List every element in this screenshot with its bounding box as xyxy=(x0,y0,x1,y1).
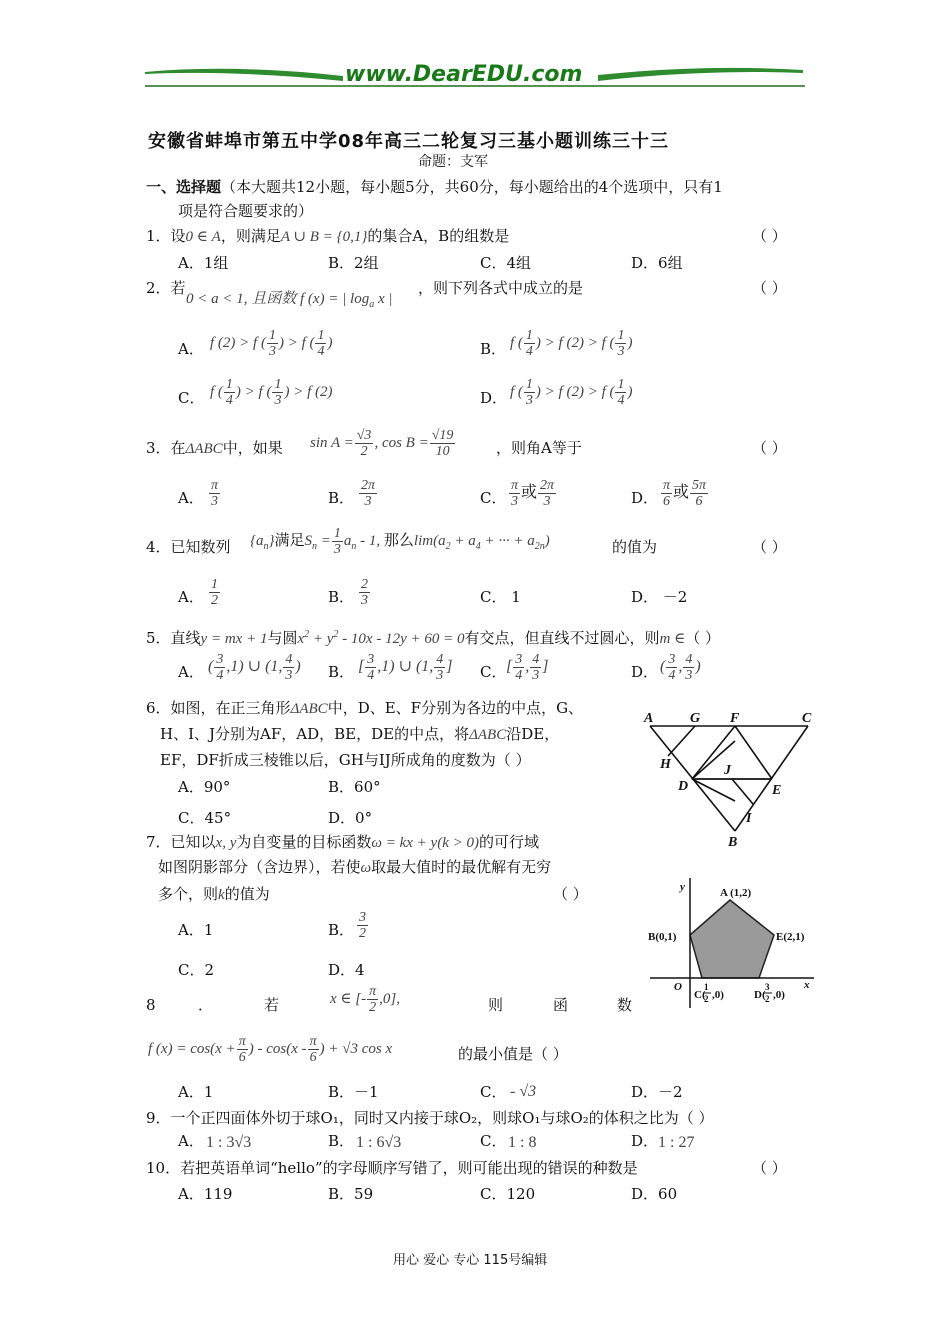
fig-label: A xyxy=(644,711,654,726)
q5-math: $x^2 + y^2 - 10x - 12y + 60 = 0$ xyxy=(297,629,465,647)
q2-option-d-math: f ( $\frac{1}{3}$ ) > f (2) > f ( $\frac{1}{4}$ ) xyxy=(510,377,633,408)
q7-text: 多个，则 xyxy=(158,885,219,903)
q1-math: A ∪ B = {0,1} xyxy=(280,229,368,245)
q9-option-label[interactable]: C． xyxy=(480,1132,507,1150)
q3-option-c-math: $\frac{\pi}{3}$ 或 $\frac{2\pi}{3}$ xyxy=(511,478,555,509)
fig-label: y xyxy=(680,881,685,893)
q4-text: 满足 xyxy=(274,532,305,549)
q9-option-value: 1 : 8 xyxy=(508,1134,537,1151)
answer-paren: （ ） xyxy=(553,885,588,903)
fig-label: O xyxy=(674,981,682,993)
q3-or: 或 xyxy=(521,484,538,502)
fig-label: C xyxy=(802,711,812,726)
question-4 xyxy=(146,537,231,557)
answer-paren: （ ） xyxy=(752,538,787,556)
fig-label: E xyxy=(772,783,782,798)
question-10: 10．若把英语单词“hello”的字母顺序写错了，则可能出现的错误的种数是 xyxy=(146,1159,638,1177)
fig-label: I xyxy=(746,811,752,826)
fig-label: D xyxy=(678,779,689,794)
question-6-line1 xyxy=(146,698,583,719)
q5-option-a-math: ( $\frac{3}{4}$ ,1) ∪ (1, $\frac{4}{3}$ ) xyxy=(208,652,301,683)
fig-label: G xyxy=(690,711,701,726)
q3-math-condition: sin A = $\frac{√3}{2}$ , cos B = $\frac{√19}{10}$ xyxy=(310,428,454,459)
q6-text: 沿DE， xyxy=(506,725,560,743)
q10-option[interactable]: A．119 xyxy=(178,1185,233,1203)
q2-math-sub: a xyxy=(369,299,375,310)
q5-math: y = mx + 1 xyxy=(200,631,268,647)
svg-text:2: 2 xyxy=(765,994,770,1004)
q8-dot: ． xyxy=(198,996,214,1014)
q5-option-label[interactable]: D． xyxy=(631,663,659,681)
q8-option[interactable]: D．－2 xyxy=(631,1083,683,1101)
q2-text: 2．若 xyxy=(146,279,186,297)
q8-word: 若 xyxy=(264,996,280,1014)
q1-text: ，则满足 xyxy=(220,227,281,245)
q1-option[interactable]: B．2组 xyxy=(328,254,379,272)
q9-option-label[interactable]: A． xyxy=(178,1132,204,1150)
q1-text: 1．设 xyxy=(146,227,186,245)
fig-label: F xyxy=(730,711,740,726)
q8-option[interactable]: C． xyxy=(480,1083,507,1101)
question-6-line2 xyxy=(160,724,559,745)
q7-option-b-math: $\frac{3}{2}$ xyxy=(359,910,366,941)
q9-option-label[interactable]: D． xyxy=(631,1132,659,1150)
q6-text: H、I、J分别为AF，AD，BE，DE的中点，将 xyxy=(160,725,470,743)
question-9: 9．一个正四面体外切于球O₁，同时又内接于球O₂，则球O₁与球O₂的体积之比为（ ） xyxy=(146,1109,714,1127)
q7-option[interactable]: D．4 xyxy=(328,961,365,979)
q3-option-label[interactable]: C． xyxy=(480,489,507,507)
q5-option-d-math: ( $\frac{3}{4}$ , $\frac{4}{3}$ ) xyxy=(660,652,701,683)
svg-text:3: 3 xyxy=(765,982,770,992)
q5-math: m ∈ xyxy=(659,631,686,647)
q2-math xyxy=(186,288,393,315)
q6-text: 6．如图，在正三角形 xyxy=(146,699,291,717)
q9-option-value: 1 : 6√3 xyxy=(356,1134,402,1151)
q7-math: ω xyxy=(360,860,372,876)
page-footer: 用心 爱心 专心 115号编辑 xyxy=(393,1253,548,1268)
q9-option-label[interactable]: B． xyxy=(328,1132,355,1150)
q8-option[interactable]: A．1 xyxy=(178,1083,214,1101)
q3-math: ΔABC xyxy=(185,441,223,457)
q2-option-label[interactable]: C． xyxy=(178,389,205,407)
q4-text: 4．已知数列 xyxy=(146,538,231,556)
logo-text: www.DearEDU.com xyxy=(345,62,583,87)
q4-text: 那么 xyxy=(383,532,414,549)
q2-text: ，则下列各式中成立的是 xyxy=(418,279,584,297)
q6-option[interactable]: D．0° xyxy=(328,809,373,827)
q6-text: 中，D、E、F分别为各边的中点，G、 xyxy=(327,699,584,717)
q8-text: 的最小值是（ ） xyxy=(458,1045,568,1063)
q2-option-label[interactable]: A． xyxy=(178,340,204,358)
q2-option-c-math: f ( $\frac{1}{4}$ ) > f ( $\frac{1}{3}$ ) > f (2) xyxy=(210,377,333,408)
q7-text: 取最大值时的最优解有无穷 xyxy=(371,858,552,876)
triangle-figure xyxy=(640,706,820,854)
q4-option[interactable]: D． －2 xyxy=(631,588,688,606)
q3-text: 中，如果 xyxy=(222,439,283,457)
question-5 xyxy=(146,625,720,649)
question-7-line1 xyxy=(146,832,539,853)
q8-option-c-math: - √3 xyxy=(510,1083,537,1100)
q6-option[interactable]: A．90° xyxy=(178,778,231,796)
q1-option[interactable]: C．4组 xyxy=(480,254,532,272)
fig-label: ,0) xyxy=(773,989,785,1001)
fig-label: ,0) xyxy=(712,989,724,1001)
section-header xyxy=(146,177,723,197)
q7-option[interactable]: C．2 xyxy=(178,961,215,979)
q10-option[interactable]: B．59 xyxy=(328,1185,374,1203)
q8-math-domain: x ∈ [- $\frac{\pi}{2}$ ,0], xyxy=(330,984,400,1015)
q3-text: ，则角A等于 xyxy=(496,439,582,457)
q2-option-a-math: f (2) > f ( $\frac{1}{3}$ ) > f ( $\frac{1}{4}$ ) xyxy=(210,328,333,359)
q1-text: 的集合A，B的组数是 xyxy=(367,227,510,245)
q1-option[interactable]: D．6组 xyxy=(631,254,683,272)
q7-text: 的可行域 xyxy=(478,833,539,851)
q6-math: ΔABC xyxy=(469,727,507,743)
question-7-line2 xyxy=(158,857,551,878)
q6-text: EF，DF折成三棱锥以后，GH与IJ所成角的度数为（ ） xyxy=(160,751,531,769)
q5-text: （ ） xyxy=(685,629,720,647)
answer-paren: （ ） xyxy=(752,1159,787,1177)
q4-option-b-math: $\frac{2}{3}$ xyxy=(361,577,368,608)
q8-word: 函 xyxy=(553,996,569,1014)
q6-math: ΔABC xyxy=(290,701,328,717)
q5-option-label[interactable]: B． xyxy=(328,663,355,681)
q7-option[interactable]: A．1 xyxy=(178,921,214,939)
q9-option-value: 1 : 3√3 xyxy=(206,1134,252,1151)
q6-option[interactable]: B．60° xyxy=(328,778,381,796)
question-1 xyxy=(146,226,509,247)
q2-option-label[interactable]: B． xyxy=(480,340,507,358)
q7-math: k xyxy=(218,887,225,903)
q5-option-b-math: [ $\frac{3}{4}$ ,1) ∪ (1, $\frac{4}{3}$ ] xyxy=(358,652,453,683)
q7-option[interactable]: B． xyxy=(328,921,355,939)
q7-text: 为自变量的目标函数 xyxy=(236,833,372,851)
fig-label: x xyxy=(804,979,810,991)
q5-option-c-math: [ $\frac{3}{4}$ , $\frac{4}{3}$ ] xyxy=(506,652,549,683)
q4-option-a-math: $\frac{1}{2}$ xyxy=(211,577,218,608)
fig-label: C( xyxy=(694,989,706,1001)
section-desc-2: 项是符合题要求的） xyxy=(178,202,314,220)
question-3 xyxy=(146,438,283,459)
q1-math: 0 ∈ A xyxy=(185,229,221,245)
q7-math: x, y xyxy=(215,835,237,851)
section-desc: （本大题共12小题，每小题5分，共60分，每小题给出的4个选项中，只有1 xyxy=(221,178,723,196)
q4-text: 的值为 xyxy=(612,538,658,556)
answer-paren: （ ） xyxy=(752,279,787,297)
q4-option-label[interactable]: B． xyxy=(328,588,355,606)
q5-option-label[interactable]: A． xyxy=(178,663,204,681)
answer-paren: （ ） xyxy=(752,439,787,457)
header-logo xyxy=(143,62,807,94)
question-7-line3 xyxy=(158,884,270,905)
q5-text: 5．直线 xyxy=(146,629,201,647)
q2-option-b-math: f ( $\frac{1}{4}$ ) > f (2) > f ( $\frac{1}{3}$ ) xyxy=(510,328,633,359)
q8-math-function: f (x) = cos(x + $\frac{\pi}{6}$ ) - cos(x - $\frac{\pi}{6}$ ) + √3 cos x xyxy=(148,1034,393,1065)
fig-label: B(0,1) xyxy=(648,931,677,943)
q1-option[interactable]: A．1组 xyxy=(178,254,229,272)
q8-word: 数 xyxy=(617,996,633,1014)
fig-label: B xyxy=(728,835,738,850)
q10-option[interactable]: C．120 xyxy=(480,1185,536,1203)
q6-option[interactable]: C．45° xyxy=(178,809,232,827)
q2-math-text: 0 < a < 1, 且函数 f (x) = | log xyxy=(186,291,370,307)
feasible-region-figure xyxy=(644,870,820,1012)
section-label: 一、选择题 xyxy=(146,178,222,196)
q8-word: 则 xyxy=(488,996,504,1014)
q7-math: ω = kx + y(k > 0) xyxy=(371,835,479,851)
question-2 xyxy=(146,278,186,298)
fig-label: A (1,2) xyxy=(720,887,752,899)
q7-text: 7．已知以 xyxy=(146,833,216,851)
q5-option-label[interactable]: C． xyxy=(480,663,507,681)
q2-math-tail: x | xyxy=(374,291,393,307)
q3-text: 3．在 xyxy=(146,439,186,457)
q4-option[interactable]: C． 1 xyxy=(480,588,521,606)
q8-number: 8 xyxy=(146,996,156,1014)
q3-option-label[interactable]: A． xyxy=(178,489,204,507)
fig-label: D( xyxy=(754,989,766,1001)
q5-text: 有交点，但直线不过圆心，则 xyxy=(464,629,660,647)
answer-paren: （ ） xyxy=(752,227,787,245)
author-line: 命题：支军 xyxy=(418,154,488,170)
q3-option-b-math: $\frac{2\pi}{3}$ xyxy=(361,478,376,509)
q7-text: 的值为 xyxy=(224,885,270,903)
q3-option-a-math: $\frac{\pi}{3}$ xyxy=(211,478,219,509)
svg-text:2: 2 xyxy=(704,994,709,1004)
q3-option-d-math: $\frac{\pi}{6}$ 或 $\frac{5\pi}{6}$ xyxy=(663,478,707,509)
fig-label: J xyxy=(724,763,731,778)
q3-or: 或 xyxy=(673,484,690,502)
q10-option[interactable]: D．60 xyxy=(631,1185,678,1203)
svg-text:1: 1 xyxy=(704,982,709,992)
page-title: 安徽省蚌埠市第五中学08年高三二轮复习三基小题训练三十三 xyxy=(148,131,670,152)
q4-math: $\{a_n\}$满足$S_n$ = $\frac{1}{3}$ $a_n - 1$, 那么$\lim(a_2 + a_4$ + ··· + $a_{2n}$) xyxy=(250,526,550,557)
q9-option-value: 1 : 27 xyxy=(658,1134,695,1151)
q5-text: 与圆 xyxy=(267,629,298,647)
q7-text: 如图阴影部分（含边界），若使 xyxy=(158,858,361,876)
q3-option-label[interactable]: B． xyxy=(328,489,355,507)
fig-label: E(2,1) xyxy=(776,931,805,943)
q4-option-label[interactable]: A． xyxy=(178,588,204,606)
q8-option[interactable]: B．－1 xyxy=(328,1083,379,1101)
q3-option-label[interactable]: D． xyxy=(631,489,659,507)
fig-label: H xyxy=(660,757,671,772)
q2-option-label[interactable]: D． xyxy=(480,389,508,407)
